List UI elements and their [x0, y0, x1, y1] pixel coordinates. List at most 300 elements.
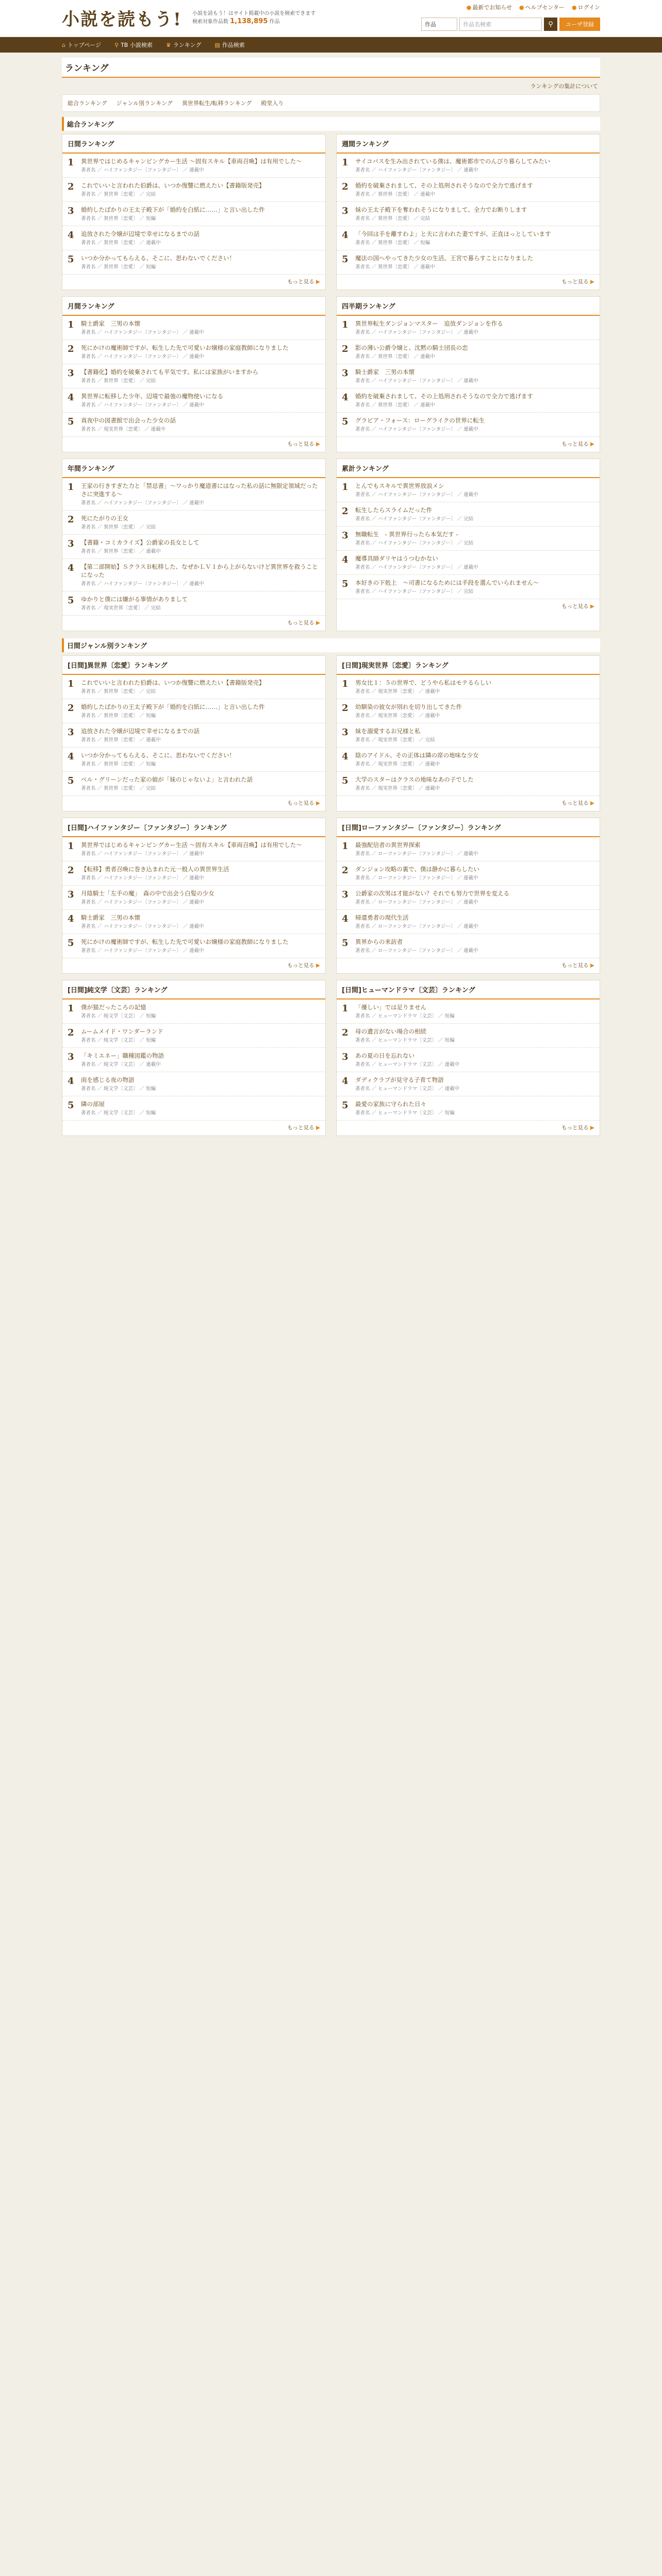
rank-body [81, 230, 320, 246]
ranking-item [337, 772, 600, 796]
rank-work-meta: 著者名 ／ 異世界〔恋愛〕 ／ 短編 [81, 216, 156, 222]
rank-work-title[interactable]: これでいいと言われた伯爵は、いつか復讐に燃えたい【書籍版発売】 [81, 182, 265, 189]
rank-work-meta: 著者名 ／ 純文学〔文芸〕 ／ 短編 [81, 1086, 156, 1092]
rank-number: 3 [342, 1052, 349, 1062]
rank-work-title[interactable]: 異界からの来訪者 [355, 938, 403, 945]
chevron-right-icon: ▶ [588, 441, 594, 447]
site-logo[interactable]: 小説を読もう! [62, 9, 182, 30]
rank-work-meta: 著者名 ／ ハイファンタジー〔ファンタジー〕 ／ 連載中 [355, 378, 478, 384]
ranking-item [337, 250, 600, 275]
rank-work-title[interactable]: 異世界に転移した少年、辺境で最強の魔物使いになる [81, 393, 223, 400]
rank-number: 5 [68, 775, 74, 786]
rank-body [355, 392, 594, 409]
nav-ranking[interactable] [166, 41, 202, 49]
login-icon: ● [571, 4, 577, 11]
rank-work-meta: 著者名 ／ 現実世界〔恋愛〕 ／ 連載中 [355, 689, 440, 694]
rank-work-title[interactable]: 妹の王太子殿下を奪われそうになりまして、全力でお断りします [355, 206, 527, 213]
more-link[interactable] [62, 796, 325, 807]
rank-work-title[interactable]: ベル・グリーンだった家の娘が「妹のじゃないよ」と言われた話 [81, 776, 253, 783]
rank-work-title[interactable]: 死にかけの魔術師ですが、転生した先で可愛いお嬢様の家庭教師になりました [81, 344, 289, 351]
rank-body [355, 841, 594, 857]
rank-work-title[interactable]: 異世界ではじめるキャンピングカー生活 ～固有スキル【車両召喚】は有用でした～ [81, 841, 302, 849]
subnav-genre[interactable]: ジャンル別ランキング [116, 100, 173, 107]
rank-work-meta: 著者名 ／ ハイファンタジー〔ファンタジー〕 ／ 連載中 [81, 500, 204, 506]
rank-body [81, 703, 320, 719]
rank-number: 2 [68, 865, 74, 876]
ranking-item [337, 675, 600, 699]
rank-body [81, 416, 320, 433]
rank-body [355, 1100, 594, 1116]
rank-work-title[interactable]: 「キミエネー」職種図鑑の物語 [81, 1052, 164, 1059]
rank-work-meta: 著者名 ／ 純文学〔文芸〕 ／ 短編 [81, 1038, 156, 1043]
ranking-item [337, 837, 600, 861]
rank-body [81, 482, 320, 506]
rank-number: 4 [68, 392, 74, 403]
ranking-card [62, 459, 326, 631]
rank-number: 1 [68, 157, 74, 168]
rank-body [355, 206, 594, 222]
rank-number: 5 [342, 254, 349, 265]
ranking-item [62, 364, 325, 388]
chevron-right-icon: ▶ [314, 1125, 320, 1131]
rank-body [355, 913, 594, 930]
rank-number: 3 [68, 368, 74, 379]
rank-work-meta: 著者名 ／ ハイファンタジー〔ファンタジー〕 ／ 連載中 [355, 492, 478, 498]
ranking-item [337, 723, 600, 748]
ranking-card [62, 980, 326, 1136]
more-link[interactable] [62, 958, 325, 969]
rank-work-meta: 著者名 ／ ハイファンタジー〔ファンタジー〕 ／ 連載中 [355, 565, 478, 570]
rank-work-title[interactable]: ダディクラブが見守る子育て物語 [355, 1076, 444, 1083]
rank-body [81, 889, 320, 906]
rank-body [355, 230, 594, 246]
nav-work-search[interactable] [214, 41, 244, 49]
rank-number: 2 [68, 514, 74, 525]
ranking-item [337, 1072, 600, 1096]
nav-label: 作品検索 [222, 42, 245, 48]
ranking-card [336, 296, 600, 452]
rank-number: 1 [342, 482, 349, 493]
ranking-item [62, 772, 325, 796]
rank-work-meta: 著者名 ／ ハイファンタジー〔ファンタジー〕 ／ 連載中 [81, 948, 204, 954]
rank-work-title[interactable]: 死にたがりの王女 [81, 515, 128, 522]
rank-number: 1 [342, 1003, 349, 1014]
rank-number: 5 [68, 416, 74, 427]
section-heading: 総合ランキング [62, 117, 600, 131]
rank-work-title[interactable]: 本好きの下剋上 ～司書になるためには手段を選んでいられません～ [355, 579, 539, 586]
rank-work-title[interactable]: 僕が猫だったころの記憶 [81, 1004, 146, 1011]
rank-work-title[interactable]: ダンジョン攻略の裏で、僕は静かに暮らしたい [355, 866, 479, 873]
rank-work-title[interactable]: 魔導具師ダリヤはうつむかない [355, 555, 438, 562]
more-link[interactable] [337, 599, 600, 610]
more-link-label: もっと見る [287, 441, 315, 447]
ranking-item [337, 575, 600, 599]
ranking-card-title: 日間ランキング [62, 134, 325, 154]
rank-body [355, 368, 594, 384]
search-icon: ⚲ [114, 42, 119, 48]
rank-number: 3 [68, 538, 74, 549]
rank-work-meta: 著者名 ／ 現実世界〔恋愛〕 ／ 連載中 [81, 427, 166, 432]
rank-number: 4 [68, 230, 74, 241]
rank-body [355, 1052, 594, 1068]
rank-number: 4 [342, 392, 349, 403]
rank-number: 1 [68, 841, 74, 852]
rank-work-title[interactable]: 公爵家の次男は才能がない？それでも努力で世界を変える [355, 890, 509, 897]
rank-work-title[interactable]: あの夏の日を忘れない [355, 1052, 415, 1059]
rank-body [81, 514, 320, 531]
nav-top[interactable] [62, 41, 101, 49]
ranking-item [62, 340, 325, 364]
more-link[interactable] [337, 437, 600, 448]
rank-work-meta: 著者名 ／ 純文学〔文芸〕 ／ 連載中 [81, 1062, 161, 1067]
top-link-help[interactable] [519, 3, 565, 11]
rank-number: 3 [68, 206, 74, 216]
rank-work-title[interactable]: 【書籍・コミカライズ】公爵家の長女として [81, 539, 200, 546]
rank-work-title[interactable]: 【転移】勇者召喚に巻き込まれた元一般人の異世界生活 [81, 866, 229, 873]
rank-number: 3 [342, 889, 349, 900]
top-link-label: ヘルプセンター [525, 4, 565, 11]
rank-work-title[interactable]: ムームメイド・ワンダーランド [81, 1028, 163, 1035]
ranking-item [62, 511, 325, 535]
rank-number: 5 [68, 254, 74, 265]
rank-number: 2 [342, 703, 349, 714]
chevron-right-icon: ▶ [314, 962, 320, 969]
more-link-label: もっと見る [287, 800, 315, 806]
nav-label: ランキング [173, 42, 202, 48]
rank-work-title[interactable]: 異世界転生ダンジョンマスター 追放ダンジョンを作る [355, 320, 503, 327]
rank-work-title[interactable]: 母の遺言がない場合の相続 [355, 1028, 426, 1035]
rank-work-title[interactable]: 真夜中の図書館で出会った少女の話 [81, 417, 176, 424]
rank-work-meta: 著者名 ／ ヒューマンドラマ〔文芸〕 ／ 短編 [355, 1038, 455, 1043]
rank-work-title[interactable]: 婚約したばかりの王太子殿下が「婚約を白紙に……」と言い出した件 [81, 703, 265, 710]
chevron-right-icon: ▶ [588, 800, 594, 806]
rank-work-title[interactable]: 大学のスターはクラスの地味なあの子でした [355, 776, 474, 783]
ranking-item [337, 1024, 600, 1048]
rank-work-title[interactable]: 最強配信者の異世界探索 [355, 841, 421, 849]
rank-body [355, 344, 594, 360]
rank-work-meta: 著者名 ／ ハイファンタジー〔ファンタジー〕 ／ 連載中 [81, 354, 204, 360]
more-link[interactable] [62, 616, 325, 626]
rank-work-title[interactable]: 帰還勇者の現代生活 [355, 914, 409, 921]
rank-number: 2 [342, 181, 349, 192]
rank-work-title[interactable]: 影の薄い公爵令嬢と、沈黙の騎士団長の恋 [355, 344, 468, 351]
rank-work-title[interactable]: 死にかけの魔術師ですが、転生した先で可愛いお嬢様の家庭教師になりました [81, 938, 289, 945]
rank-number: 3 [342, 727, 349, 738]
rank-work-meta: 著者名 ／ 異世界〔恋愛〕 ／ 短編 [81, 264, 156, 270]
rank-number: 4 [68, 1076, 74, 1087]
top-link-news[interactable] [467, 3, 512, 11]
ranking-item [337, 934, 600, 958]
ranking-card-title: [日間]現実世界〔恋愛〕ランキング [337, 656, 600, 675]
rank-number: 1 [68, 1003, 74, 1014]
rank-body [355, 416, 594, 433]
rank-number: 2 [68, 1027, 74, 1038]
book-icon: ▤ [214, 42, 220, 48]
site-tagline [192, 10, 316, 26]
rank-body [81, 1003, 320, 1020]
rank-work-title[interactable]: 妹を溺愛するお兄様と私 [355, 727, 421, 735]
more-link[interactable] [337, 958, 600, 969]
rank-work-title[interactable]: とんでもスキルで異世界放浪メシ [355, 482, 444, 489]
rank-number: 5 [342, 579, 349, 589]
ranking-card-title: [日間]ローファンタジー〔ファンタジー〕ランキング [337, 818, 600, 837]
search-area [421, 18, 600, 31]
ranking-item [337, 886, 600, 910]
nav-search[interactable] [114, 41, 153, 49]
ranking-item [62, 478, 325, 511]
info-icon: ● [466, 4, 472, 11]
rank-work-title[interactable]: 幼馴染の彼女が別れを切り出してきた件 [355, 703, 462, 710]
ranking-item [337, 502, 600, 527]
rank-number: 2 [342, 1027, 349, 1038]
rank-body [355, 938, 594, 954]
rank-work-title[interactable]: 「優しい」では足りません [355, 1004, 426, 1011]
rank-work-meta: 著者名 ／ ハイファンタジー〔ファンタジー〕 ／ 連載中 [81, 924, 204, 929]
rank-work-meta: 著者名 ／ 異世界〔恋愛〕 ／ 連載中 [81, 549, 161, 554]
ranking-card-title: 月間ランキング [62, 297, 325, 316]
rank-work-title[interactable]: 男女比１：５の世界で、どうやら私はモテるらしい [355, 679, 492, 686]
search-button[interactable] [544, 18, 557, 31]
ranking-card [336, 134, 600, 290]
rank-number: 3 [68, 1052, 74, 1062]
rank-work-title[interactable]: 婚約したばかりの王太子殿下が「婚約を白紙に……」と言い出した件 [81, 206, 265, 213]
rank-number: 1 [68, 482, 74, 493]
rank-work-meta: 著者名 ／ ハイファンタジー〔ファンタジー〕 ／ 連載中 [81, 900, 204, 905]
ranking-item [62, 591, 325, 616]
top-link-login[interactable] [572, 3, 600, 11]
ranking-card [336, 655, 600, 811]
rank-work-title[interactable]: サイコパスを生み出されている僕は、魔術都市でのんびり暮らしてみたい [355, 158, 551, 165]
ranking-card-title: 週間ランキング [337, 134, 600, 154]
ranking-card [62, 296, 326, 452]
rank-work-title[interactable]: これでいいと言われた伯爵は、いつか復讐に燃えたい【書籍版発売】 [81, 679, 265, 686]
rank-work-title[interactable]: 魔法の国へやってきた少女の生活。王宮で暮らすことになりました [355, 255, 533, 262]
rank-work-meta: 著者名 ／ ハイファンタジー〔ファンタジー〕 ／ 連載中 [81, 330, 204, 335]
rank-body [355, 865, 594, 882]
rank-number: 3 [342, 530, 349, 541]
rank-work-title[interactable]: 月陰騎士「左手の魔」 森の中で出会う白髪の少女 [81, 890, 214, 897]
rank-work-title[interactable]: 追放された令嬢が辺境で幸せになるまでの話 [81, 230, 200, 238]
rank-number: 5 [68, 595, 74, 606]
rank-number: 5 [68, 1100, 74, 1111]
nav-label: TB 小説検索 [121, 42, 153, 48]
rank-number: 3 [342, 206, 349, 216]
rank-body [81, 841, 320, 857]
ranking-item [62, 723, 325, 748]
ranking-card-title: [日間]純文学〔文芸〕ランキング [62, 980, 325, 999]
chevron-right-icon: ▶ [314, 279, 320, 285]
ranking-item [62, 559, 325, 591]
more-link[interactable] [62, 1121, 325, 1131]
ranking-subnav [62, 94, 600, 112]
rank-work-title[interactable]: 無職転生 - 異世界行ったら本気だす - [355, 531, 458, 538]
ranking-card [336, 980, 600, 1136]
chevron-right-icon: ▶ [314, 800, 320, 806]
rank-body [81, 595, 320, 612]
rank-work-meta: 著者名 ／ ハイファンタジー〔ファンタジー〕 ／ 連載中 [81, 875, 204, 881]
rank-number: 4 [342, 751, 349, 762]
rank-work-title[interactable]: 【第二部開始】ＳクラスＢ転移した、なぜかＬＶ１から上がらないけど異世界を救うことになった [81, 563, 318, 579]
rank-number: 2 [68, 181, 74, 192]
ranking-item [62, 1096, 325, 1121]
rank-number: 5 [342, 416, 349, 427]
rank-work-meta: 著者名 ／ ローファンタジー〔ファンタジー〕 ／ 連載中 [355, 948, 478, 954]
rank-work-meta: 著者名 ／ 現実世界〔恋愛〕 ／ 完結 [355, 737, 435, 743]
rank-body [355, 703, 594, 719]
ranking-card [336, 818, 600, 974]
chevron-right-icon: ▶ [588, 962, 594, 969]
rank-number: 2 [342, 865, 349, 876]
rank-work-meta: 著者名 ／ ローファンタジー〔ファンタジー〕 ／ 連載中 [355, 851, 478, 857]
ranking-item [62, 999, 325, 1024]
rank-work-title[interactable]: グラビア・フォース：ローグライクの世界に転生 [355, 417, 485, 424]
rank-work-title[interactable]: 隣の部屋 [81, 1100, 105, 1108]
rank-work-title[interactable]: 婚約を破棄されまして、その上処刑されそうなので全力で逃げます [355, 393, 533, 400]
rank-work-meta: 著者名 ／ 現実世界〔恋愛〕 ／ 完結 [81, 605, 161, 611]
rank-number: 1 [342, 679, 349, 689]
rank-work-title[interactable]: 雨を感じる夜の物語 [81, 1076, 135, 1083]
rank-work-title[interactable]: 【書籍化】婚約を破棄されても平気です。私には家族がいますから [81, 368, 259, 376]
ranking-item [62, 699, 325, 723]
top-link-label: 最新でお知らせ [472, 4, 512, 11]
rank-number: 1 [68, 319, 74, 330]
ranking-grid [62, 134, 600, 631]
rank-work-title[interactable]: 異世界ではじめるキャンピングカー生活 ～固有スキル【車両召喚】は有用でした～ [81, 158, 302, 165]
rank-number: 5 [342, 938, 349, 948]
rank-body [81, 1052, 320, 1068]
ranking-item [62, 675, 325, 699]
rank-work-title[interactable]: 騎士爵家 三男の本懐 [81, 320, 140, 327]
register-button[interactable]: ユーザ登録 [559, 18, 600, 31]
rank-work-title[interactable]: いつか分かってもらえる、そこに、思わないでください！ [81, 752, 235, 759]
ranking-card [336, 459, 600, 631]
rank-body [81, 679, 320, 695]
more-link[interactable] [62, 275, 325, 285]
logo-area[interactable] [62, 5, 316, 30]
more-link-label: もっと見る [287, 279, 315, 285]
rank-number: 4 [68, 751, 74, 762]
search-input[interactable]: 作品名検索 [459, 18, 542, 31]
main-content [62, 58, 600, 1143]
more-link[interactable] [337, 275, 600, 285]
subnav-overall[interactable]: 総合ランキング [68, 100, 107, 107]
rank-work-title[interactable]: 婚約を破棄されまして、その上処刑されそうなので全力で逃げます [355, 182, 533, 189]
ranking-item [62, 178, 325, 202]
rank-body [355, 727, 594, 743]
rank-body [355, 579, 594, 595]
rank-work-title[interactable]: 転生したらスライムだった件 [355, 506, 433, 514]
rank-work-title[interactable]: 最愛の家族に守られた日々 [355, 1100, 426, 1108]
rank-work-title[interactable]: 陰のアイドル、その正体は隣の席の地味な少女 [355, 752, 479, 759]
ranking-item [62, 413, 325, 437]
rank-body [81, 1100, 320, 1116]
ranking-item [337, 910, 600, 934]
rank-work-meta: 著者名 ／ 異世界〔恋愛〕 ／ 完結 [81, 378, 156, 384]
rank-work-title[interactable]: 王家の行きすぎた力と「禁忌書」～ワっかり魔道書にはなった私の話に無限定領域だったさに突進する～ [81, 482, 318, 498]
rank-work-meta: 著者名 ／ 純文学〔文芸〕 ／ 短編 [81, 1013, 156, 1019]
rank-body [355, 679, 594, 695]
rank-work-title[interactable]: 騎士爵家 三男の本懐 [81, 914, 140, 921]
ranking-item [337, 340, 600, 364]
rank-work-title[interactable]: 「今回は手を離すわよ」と夫に言われた妻ですが、正直ほっとしています [355, 230, 551, 238]
ranking-help-link[interactable]: ランキングの集計について [530, 83, 598, 90]
search-type-select[interactable]: 作品 [421, 18, 457, 31]
rank-work-meta: 著者名 ／ 異世界〔恋愛〕 ／ 短編 [81, 713, 156, 719]
ranking-item [337, 413, 600, 437]
rank-body [355, 157, 594, 174]
rank-work-meta: 著者名 ／ 異世界〔恋愛〕 ／ 連載中 [81, 737, 161, 743]
subnav-isekai[interactable]: 異世界転生/転移ランキング [181, 100, 252, 107]
rank-work-meta: 著者名 ／ ハイファンタジー〔ファンタジー〕 ／ 連載中 [81, 851, 204, 857]
rank-number: 4 [342, 913, 349, 924]
ranking-item [337, 861, 600, 886]
ranking-card-title: 累計ランキング [337, 459, 600, 478]
chevron-right-icon: ▶ [588, 1125, 594, 1131]
rank-body [81, 727, 320, 743]
rank-work-title[interactable]: ゆかりと僕には嫌がる事情がありまして [81, 596, 188, 603]
rank-body [81, 563, 320, 587]
rank-work-meta: 著者名 ／ ハイファンタジー〔ファンタジー〕 ／ 連載中 [81, 402, 204, 408]
rank-work-meta: 著者名 ／ 現実世界〔恋愛〕 ／ 連載中 [355, 786, 440, 791]
rank-work-meta: 著者名 ／ 異世界〔恋愛〕 ／ 短編 [81, 761, 156, 767]
rank-work-meta: 著者名 ／ 現実世界〔恋愛〕 ／ 連載中 [355, 713, 440, 719]
rank-body [81, 775, 320, 792]
rank-work-meta: 著者名 ／ 異世界〔恋愛〕 ／ 連載中 [355, 402, 435, 408]
rank-body [355, 530, 594, 547]
rank-body [355, 751, 594, 768]
rank-work-meta: 著者名 ／ ヒューマンドラマ〔文芸〕 ／ 短編 [355, 1110, 455, 1116]
tagline-text: 小説を読もう！はサイト掲載中の小説を検索できます [192, 11, 316, 16]
home-icon: ⌂ [62, 42, 65, 48]
rank-body [81, 938, 320, 954]
ranking-card-title: 四半期ランキング [337, 297, 600, 316]
more-link-label: もっと見る [561, 279, 589, 285]
more-link-label: もっと見る [287, 1125, 315, 1131]
rank-work-meta: 著者名 ／ 異世界〔恋愛〕 ／ 連載中 [355, 192, 435, 197]
rank-work-meta: 著者名 ／ 純文学〔文芸〕 ／ 短編 [81, 1110, 156, 1116]
rank-work-title[interactable]: 騎士爵家 三男の本懐 [355, 368, 415, 376]
more-link[interactable] [62, 437, 325, 448]
ranking-item [62, 154, 325, 178]
chevron-right-icon: ▶ [588, 603, 594, 609]
rank-work-meta: 著者名 ／ ローファンタジー〔ファンタジー〕 ／ 連載中 [355, 875, 478, 881]
more-link[interactable] [337, 1121, 600, 1131]
rank-work-meta: 著者名 ／ 異世界〔恋愛〕 ／ 完結 [81, 524, 156, 530]
rank-number: 3 [68, 889, 74, 900]
subnav-hall-of-fame[interactable]: 殿堂入り [261, 100, 284, 107]
more-link[interactable] [337, 796, 600, 807]
search-icon: ⚲ [548, 20, 553, 28]
rank-number: 4 [342, 1076, 349, 1087]
ranking-item [62, 388, 325, 413]
rank-work-meta: 著者名 ／ ハイファンタジー〔ファンタジー〕 ／ 連載中 [355, 330, 478, 335]
chevron-right-icon: ▶ [314, 620, 320, 626]
rank-work-meta: 著者名 ／ ハイファンタジー〔ファンタジー〕 ／ 完結 [355, 516, 474, 522]
rank-work-meta: 著者名 ／ ローファンタジー〔ファンタジー〕 ／ 連載中 [355, 900, 478, 905]
rank-body [355, 775, 594, 792]
rank-body [355, 1076, 594, 1092]
work-count-line [192, 18, 316, 26]
rank-work-title[interactable]: 追放された令嬢が辺境で幸せになるまでの話 [81, 727, 200, 735]
ranking-card-title: [日間]異世界〔恋愛〕ランキング [62, 656, 325, 675]
rank-work-meta: 著者名 ／ 異世界〔恋愛〕 ／ 連載中 [355, 264, 435, 270]
ranking-item [337, 1096, 600, 1121]
rank-body [81, 157, 320, 174]
ranking-item [337, 316, 600, 340]
rank-work-title[interactable]: いつか分かってもらえる、そこに、思わないでください！ [81, 255, 235, 262]
rank-number: 1 [342, 841, 349, 852]
crown-icon: ♛ [166, 42, 171, 48]
